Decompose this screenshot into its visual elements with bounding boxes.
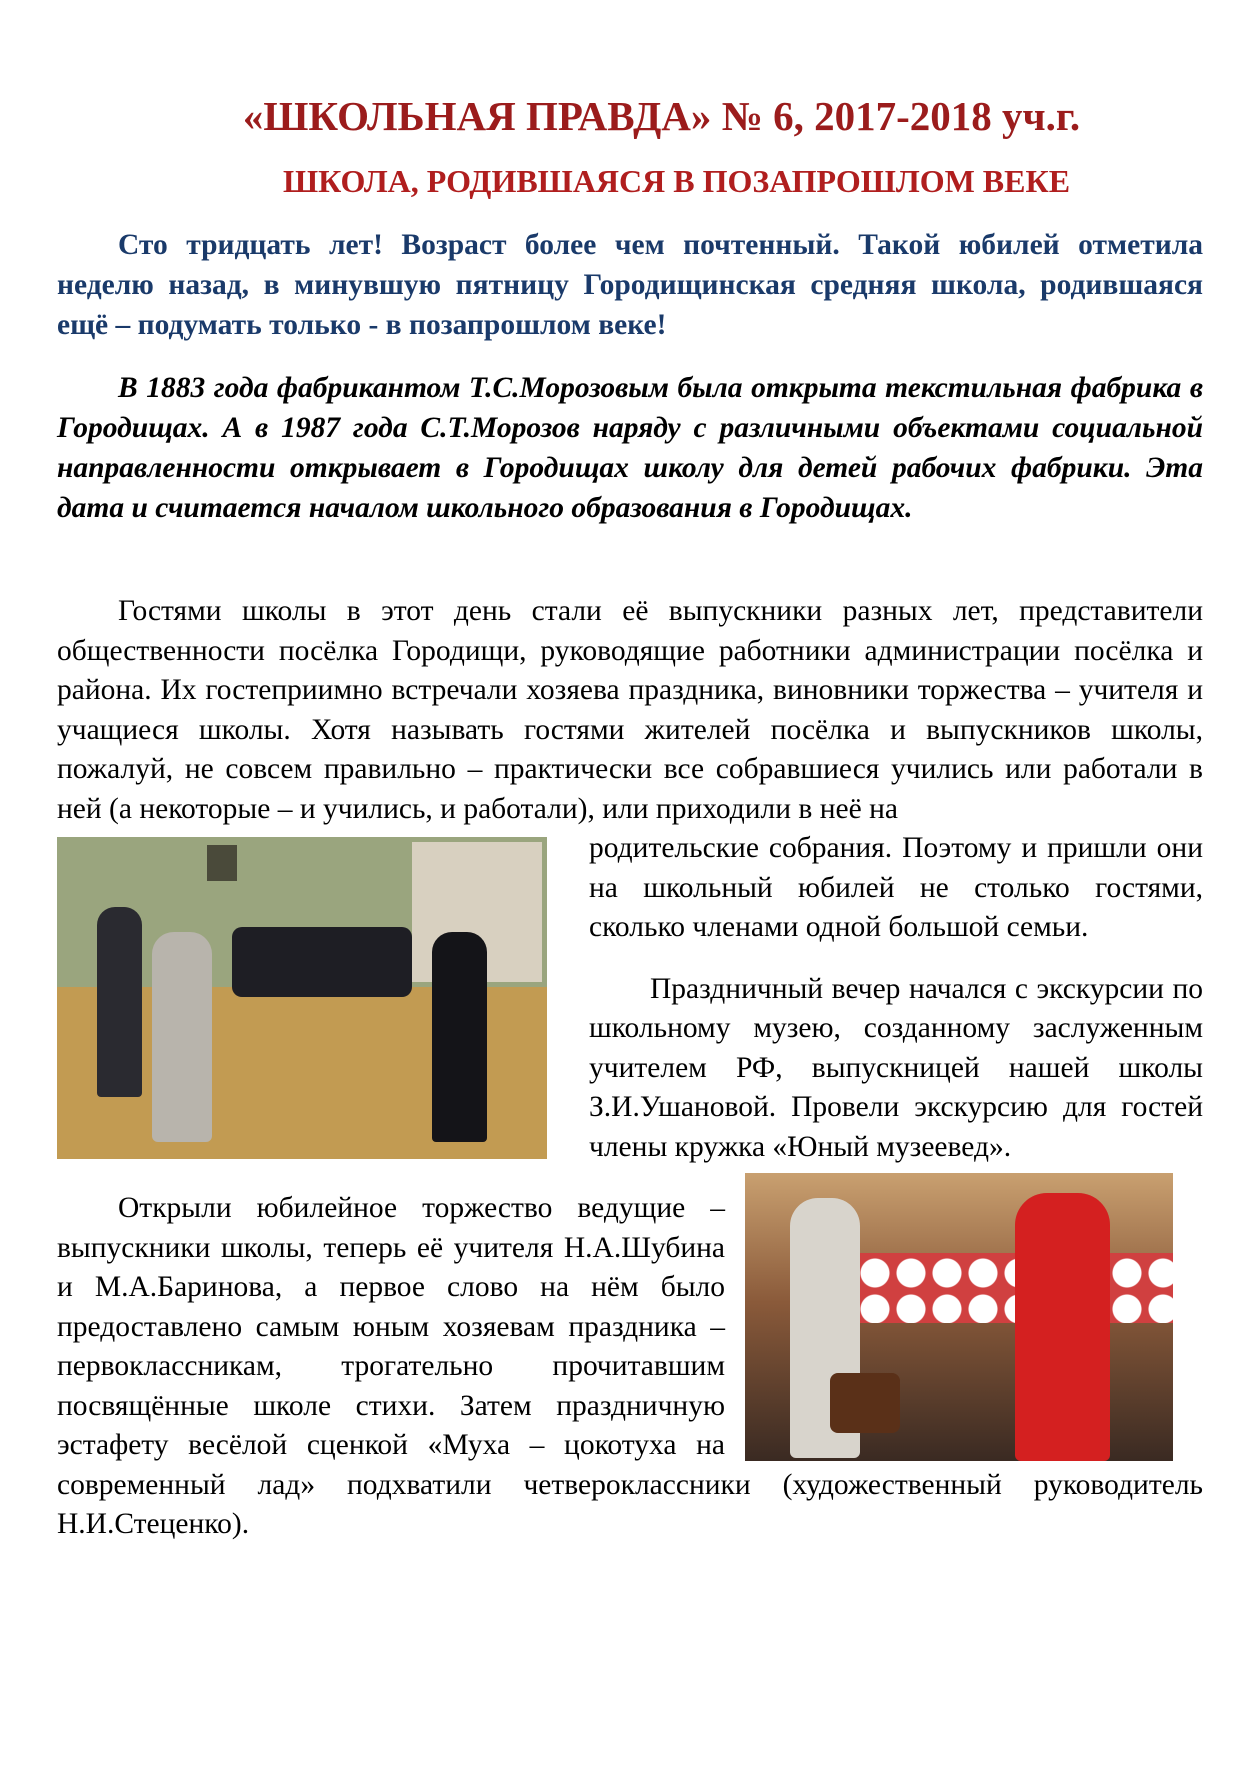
paragraph-ceremony: Открыли юбилейное торжество ведущие – выпускники школы, теперь её учителя Н.А.Шубина и М.А.Баринова, а первое слово на нём было предоставлено самым юным хозяевам праздника – первоклассникам, трогательно прочитавшим посвящённые школе стихи. Затем праздничную эстафету весёлой сценкой «Муха – цокотуха на современный лад» подхватили четвероклассники (художественный руководитель Н.И.Стеценко). (57, 1192, 1203, 1540)
photo-balloons (855, 1253, 1173, 1323)
newspaper-title: «ШКОЛЬНАЯ ПРАВДА» № 6, 2017-2018 уч.г. (242, 93, 1081, 139)
intro-paragraph: В 1883 года фабрикантом Т.С.Морозовым была открыта текстильная фабрика в Городищах. А в 1987 года С.Т.Морозов наряду с различными объектами социальной направленности открывает в Городищах школу для детей рабочих фабрики. Эта дата и считается началом школьного образования в Городищах. (57, 372, 1203, 524)
photo-person-1 (97, 907, 142, 1097)
article-headline: ШКОЛА, РОДИВШАЯСЯ В ПОЗАПРОШЛОМ ВЕКЕ (282, 163, 1071, 199)
photo-portrait (207, 845, 237, 881)
paragraph-guests-part2: родительские собрания. Поэтому и пришли они на школьный юбилей не столько гостями, сколько членами одной большой семьи. (589, 832, 1203, 943)
paragraph-guests-part1: Гостями школы в этот день стали её выпускники разных лет, представители общественности посёлка Городищи, руководящие работники администрации посёлка и района. Их гостеприимно встречали хозяева праздника, виновники торжества – учителя и учащиеся школы. Хотя называть гостями жителей посёлка и выпускников школы, пожалуй, не совсем правильно – практически все собравшиеся учились или работали в ней (а некоторые – и учились, и работали), или приходили в неё на (57, 595, 1203, 825)
lead-paragraph: Сто тридцать лет! Возраст более чем почтенный. Такой юбилей отметила неделю назад, в минувшую пятницу Городищинская средняя школа, родившаяся ещё – подумать только - в позапрошлом веке! (57, 229, 1203, 341)
photo-host-right (1015, 1193, 1110, 1461)
photo-cake (830, 1373, 900, 1433)
article-body (57, 592, 1203, 1545)
museum-tour-photo (57, 837, 547, 1159)
anniversary-hosts-photo (745, 1173, 1173, 1461)
photo-person-3 (432, 932, 487, 1142)
photo-person-2 (152, 932, 212, 1142)
photo-group (232, 927, 412, 997)
paragraph-museum: Праздничный вечер начался с экскурсии по школьному музею, созданному заслуженным учителем РФ, выпускницей нашей школы З.И.Ушановой. Провели экскурсию для гостей члены кружка «Юный музеевед». (589, 972, 1203, 1163)
